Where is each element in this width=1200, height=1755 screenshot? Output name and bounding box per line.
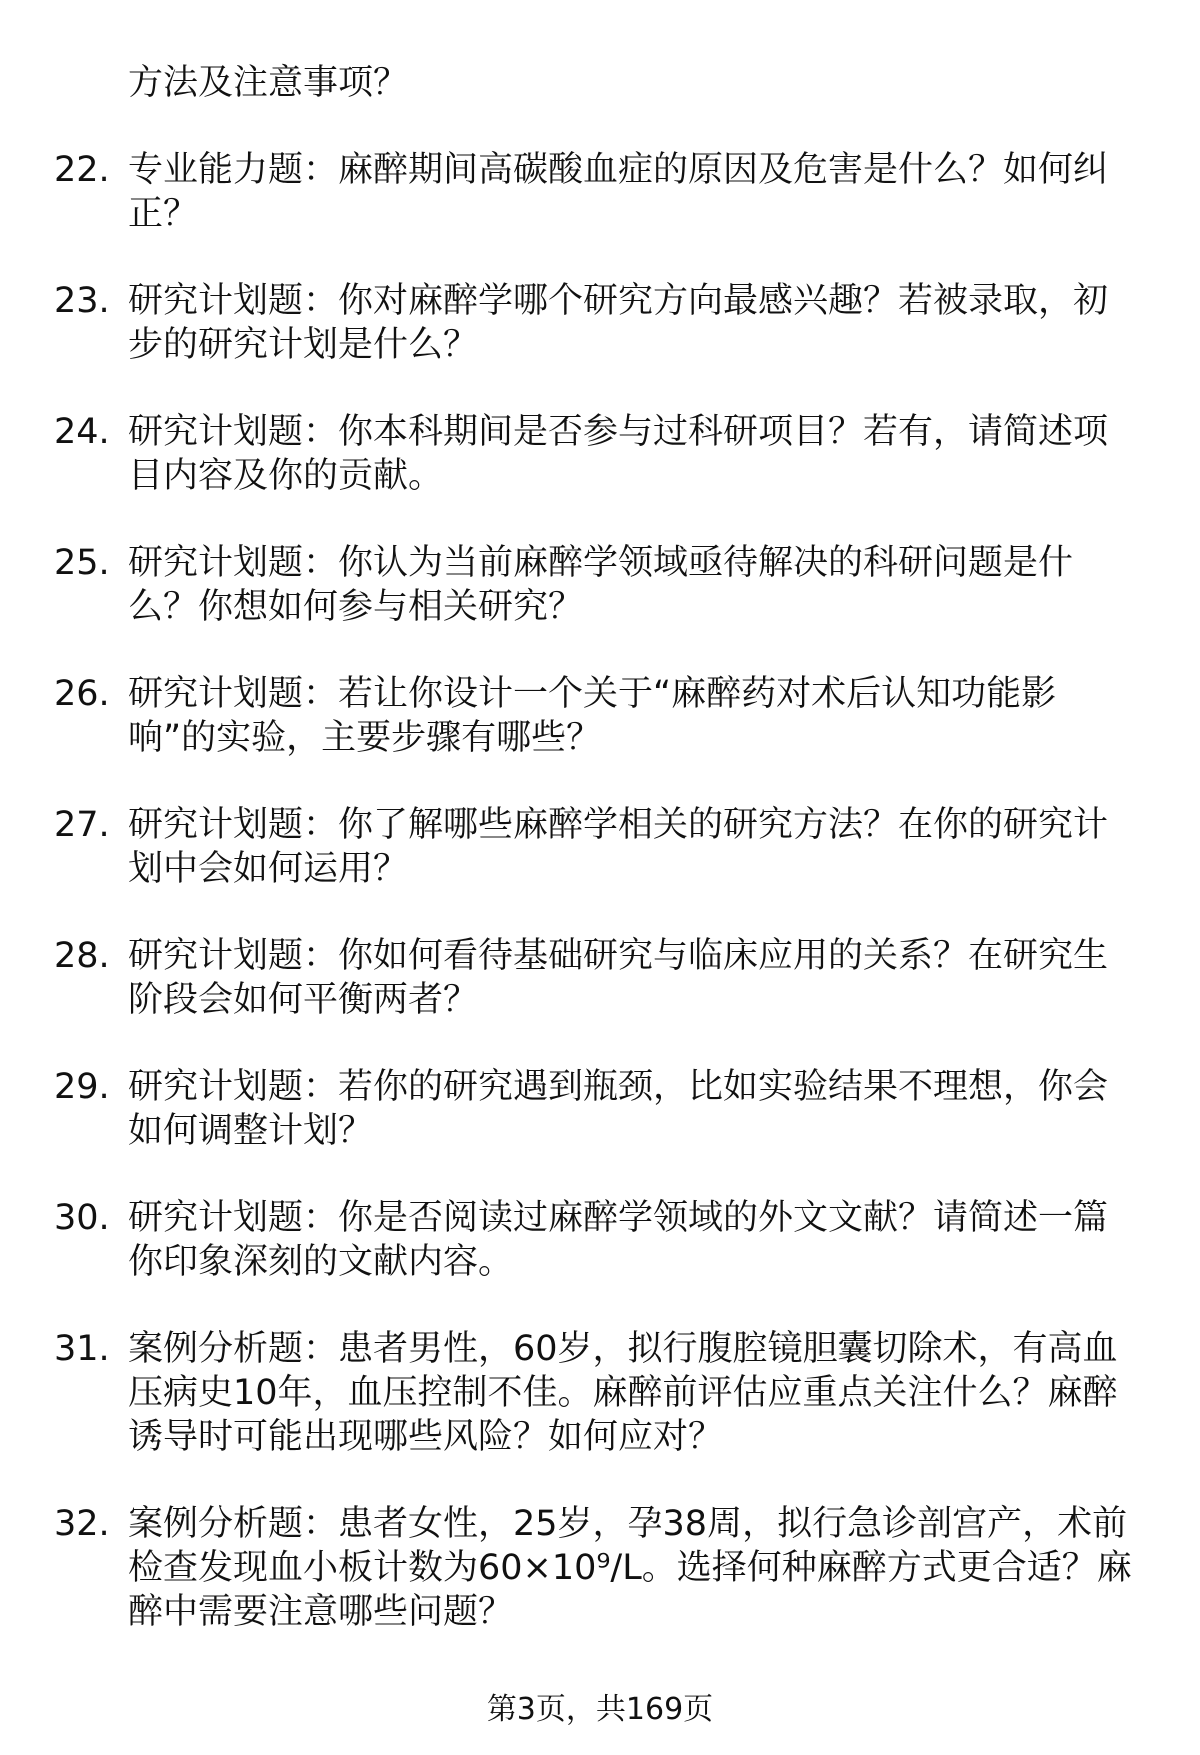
question-text-line: 检查发现血小板计数为60×10⁹/L。选择何种麻醉方式更合适？麻 xyxy=(128,1548,1132,1588)
question-number: 23. xyxy=(54,281,110,321)
question-number: 31. xyxy=(54,1329,110,1369)
question-text-line: 划中会如何运用？ xyxy=(128,849,409,889)
question-number: 27. xyxy=(54,805,110,845)
question-text-line: 阶段会如何平衡两者？ xyxy=(128,980,479,1020)
question-item xyxy=(0,541,1200,629)
question-text-line: 研究计划题：你是否阅读过麻醉学领域的外文文献？请简述一篇 xyxy=(128,1198,1109,1238)
question-number: 24. xyxy=(54,412,110,452)
page-number-footer: 第3页，共169页 xyxy=(486,1692,714,1727)
question-text-line: 研究计划题：若你的研究遇到瓶颈，比如实验结果不理想，你会 xyxy=(128,1067,1109,1107)
question-item xyxy=(0,1327,1200,1459)
question-number: 26. xyxy=(54,674,110,714)
question-text-line: 案例分析题：患者男性，60岁，拟行腹腔镜胆囊切除术，有高血 xyxy=(128,1329,1118,1369)
question-number: 28. xyxy=(54,936,110,976)
question-item xyxy=(0,61,1200,105)
question-text-line: 步的研究计划是什么？ xyxy=(128,325,479,365)
question-item xyxy=(0,934,1200,1022)
question-item xyxy=(0,279,1200,367)
question-text-line: 研究计划题：你对麻醉学哪个研究方向最感兴趣？若被录取，初 xyxy=(128,281,1109,321)
question-text-line: 研究计划题：你了解哪些麻醉学相关的研究方法？在你的研究计 xyxy=(128,805,1109,845)
document-body xyxy=(0,61,1200,1677)
question-item xyxy=(0,672,1200,760)
question-text-line: 专业能力题：麻醉期间高碳酸血症的原因及危害是什么？如何纠 xyxy=(128,150,1109,190)
question-item xyxy=(0,1196,1200,1284)
question-text-line: 么？你想如何参与相关研究？ xyxy=(128,587,584,627)
question-number: 22. xyxy=(54,150,110,190)
question-text-line: 目内容及你的贡献。 xyxy=(128,456,444,496)
question-text-line: 醉中需要注意哪些问题？ xyxy=(128,1592,514,1632)
question-text-line: 研究计划题：你如何看待基础研究与临床应用的关系？在研究生 xyxy=(128,936,1109,976)
question-text-line: 诱导时可能出现哪些风险？如何应对？ xyxy=(128,1417,724,1457)
question-text-line: 研究计划题：你本科期间是否参与过科研项目？若有，请简述项 xyxy=(128,412,1109,452)
question-text-line: 方法及注意事项？ xyxy=(128,63,409,103)
question-item xyxy=(0,410,1200,498)
question-number: 30. xyxy=(54,1198,110,1238)
question-number: 29. xyxy=(54,1067,110,1107)
question-text-line: 压病史10年，血压控制不佳。麻醉前评估应重点关注什么？麻醉 xyxy=(128,1373,1118,1413)
question-text-line: 你印象深刻的文献内容。 xyxy=(128,1242,514,1282)
question-text-line: 如何调整计划？ xyxy=(128,1111,374,1151)
question-text-line: 响”的实验，主要步骤有哪些？ xyxy=(128,718,602,758)
question-text-line: 正？ xyxy=(128,194,199,234)
question-number: 25. xyxy=(54,543,110,583)
question-text-line: 案例分析题：患者女性，25岁，孕38周，拟行急诊剖宫产，术前 xyxy=(128,1504,1128,1544)
question-item xyxy=(0,1065,1200,1153)
question-text-line: 研究计划题：你认为当前麻醉学领域亟待解决的科研问题是什 xyxy=(128,543,1074,583)
question-number: 32. xyxy=(54,1504,110,1544)
question-item xyxy=(0,1502,1200,1634)
question-text-line: 研究计划题：若让你设计一个关于“麻醉药对术后认知功能影 xyxy=(128,674,1057,714)
question-item xyxy=(0,803,1200,891)
question-item xyxy=(0,148,1200,236)
